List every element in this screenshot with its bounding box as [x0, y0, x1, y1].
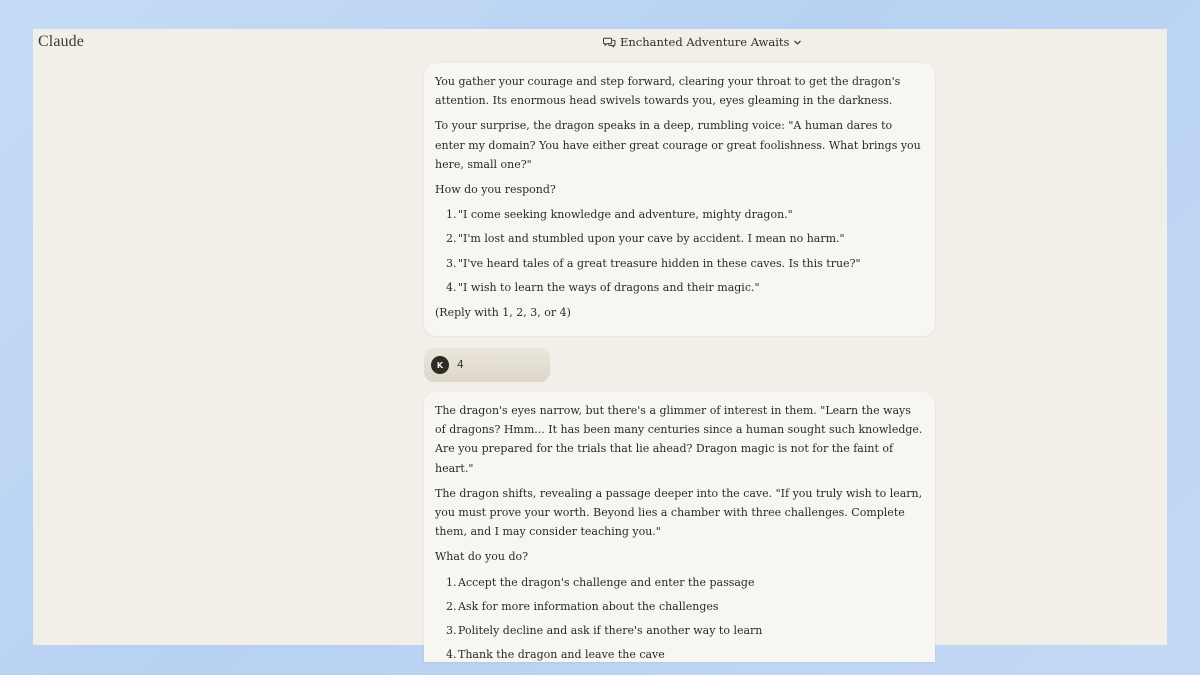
list-item-text: Ask for more information about the challenges [458, 599, 719, 613]
list-number: 3. [446, 624, 457, 638]
chat-thread [424, 63, 935, 662]
header [33, 29, 1167, 55]
message-paragraph: You gather your courage and step forward, clearing your throat to get the dragon's attention. Its enormous head swivels towards you, eyes gleaming in the darkness. [435, 75, 901, 108]
assistant-message [424, 63, 935, 336]
message-paragraph: The dragon's eyes narrow, but there's a glimmer of interest in them. "Learn the ways of dragons? Hmm... It has been many centuries since a human sought such knowledge. Are you prepared for the trials that lie ahead? Dragon magic is not for the faint of heart." [435, 404, 923, 475]
user-message-text: 4 [457, 359, 464, 371]
list-item [435, 621, 924, 640]
list-item-text: "I've heard tales of a great treasure hidden in these caves. Is this true?" [458, 256, 861, 270]
list-item-text: "I come seeking knowledge and adventure, mighty dragon." [458, 208, 793, 222]
conversation-title-button[interactable] [603, 35, 802, 49]
chat-bubbles-icon [603, 36, 616, 48]
list-number: 2. [446, 599, 457, 613]
list-item [435, 229, 924, 248]
list-number: 1. [446, 575, 457, 589]
conversation-title: Enchanted Adventure Awaits [620, 35, 790, 49]
message-paragraph: How do you respond? [435, 183, 556, 197]
list-number: 4. [446, 648, 457, 662]
list-item-text: "I'm lost and stumbled upon your cave by accident. I mean no harm." [458, 232, 845, 246]
message-paragraph: The dragon shifts, revealing a passage deeper into the cave. "If you truly wish to learn, you must prove your worth. Beyond lies a chamber with three challenges. Complete them, and I may consider teaching you." [435, 486, 923, 539]
message-paragraph: What do you do? [435, 550, 529, 564]
list-number: 4. [446, 280, 457, 294]
list-item [435, 573, 924, 592]
list-item-text: "I wish to learn the ways of dragons and their magic." [458, 280, 760, 294]
list-item [435, 597, 924, 616]
message-footer: (Reply with 1, 2, 3, or 4) [435, 306, 571, 320]
user-message [424, 348, 550, 382]
list-item [435, 254, 924, 273]
list-item-text: Accept the dragon's challenge and enter the passage [458, 575, 755, 589]
list-number: 1. [446, 208, 457, 222]
avatar: K [431, 356, 449, 374]
app-window [33, 29, 1167, 662]
list-item-text: Thank the dragon and leave the cave [458, 648, 665, 662]
list-item [435, 205, 924, 224]
list-item [435, 278, 924, 297]
list-item-text: Politely decline and ask if there's another way to learn [458, 624, 763, 638]
assistant-message [424, 392, 935, 662]
options-list [435, 205, 924, 297]
list-number: 3. [446, 256, 457, 270]
options-list [435, 573, 924, 665]
list-number: 2. [446, 232, 457, 246]
message-paragraph: To your surprise, the dragon speaks in a deep, rumbling voice: "A human dares to enter my domain? You have either great courage or great foolishness. What brings you here, small one?" [435, 119, 921, 171]
list-item [435, 645, 924, 664]
chevron-down-icon [793, 38, 802, 47]
brand-logo[interactable]: Claude [38, 33, 84, 50]
